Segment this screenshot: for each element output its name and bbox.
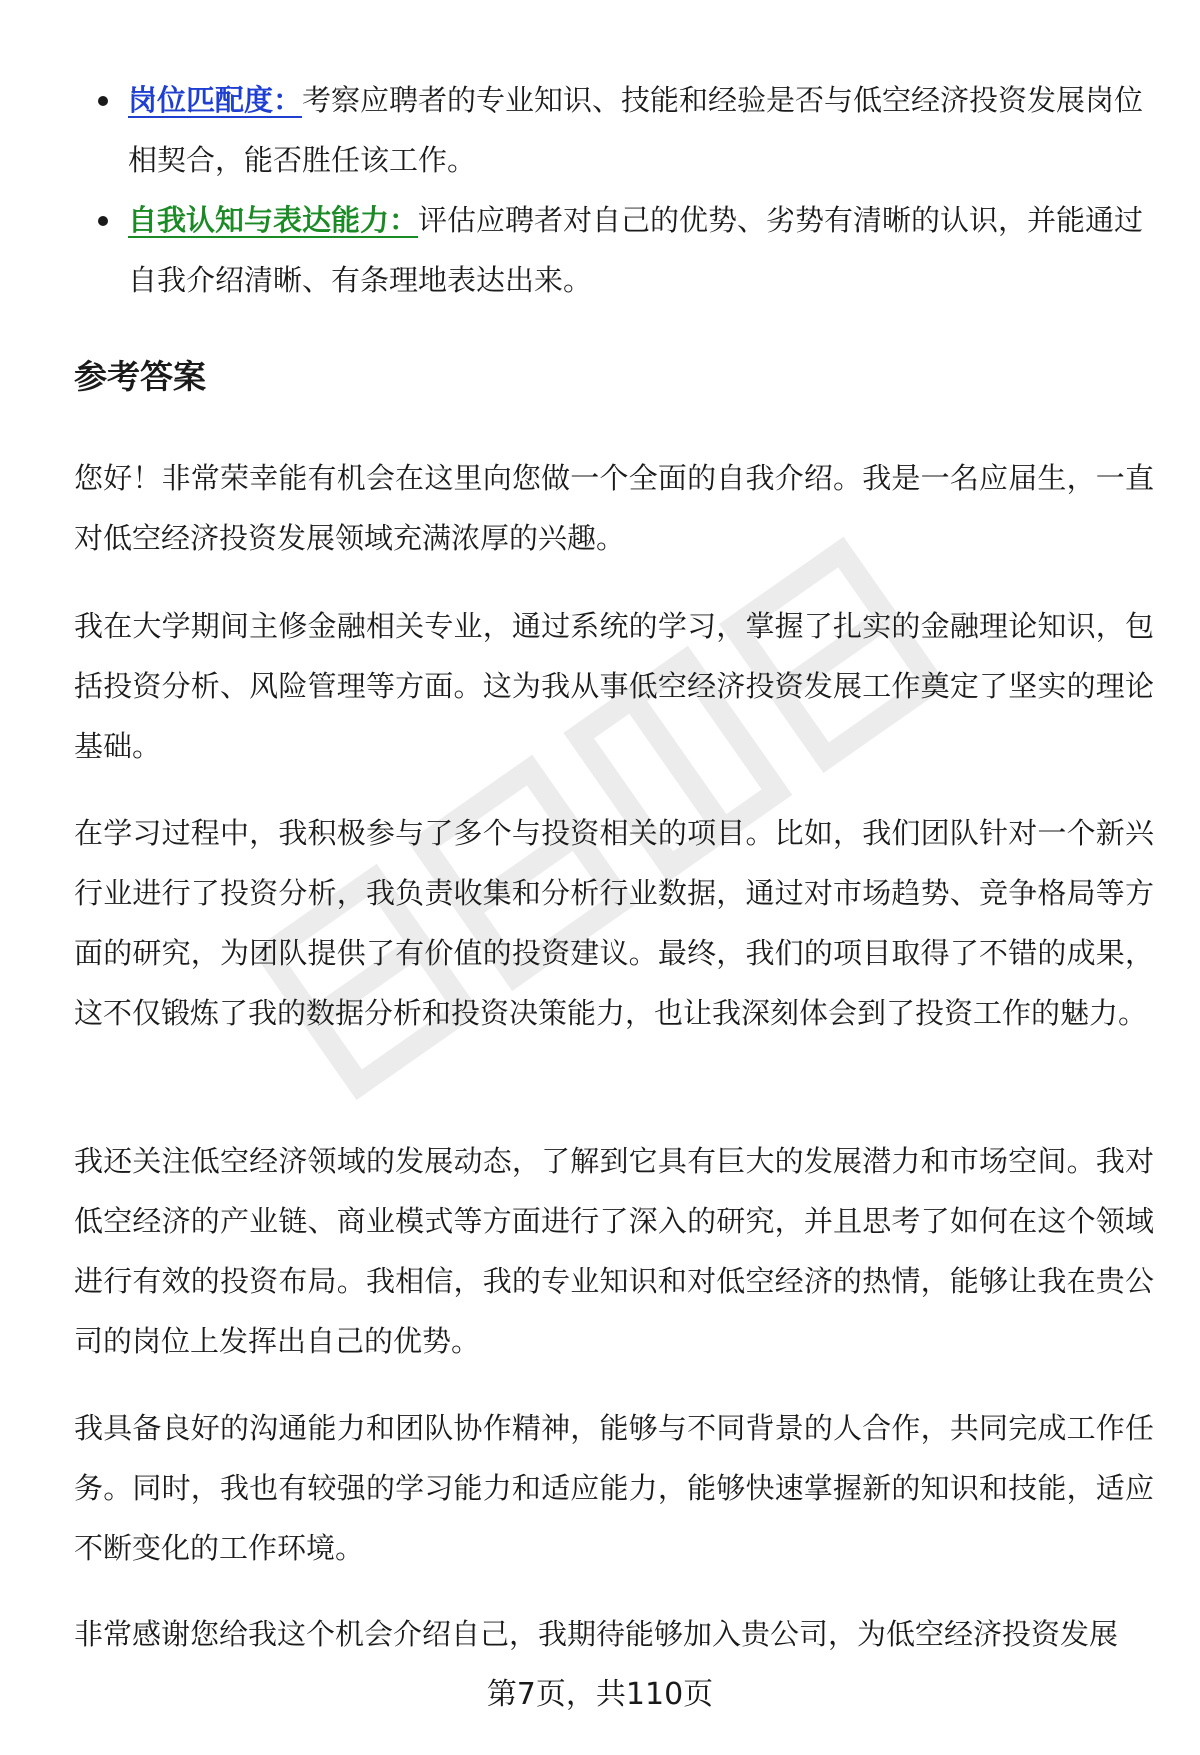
answer-paragraph: 我在大学期间主修金融相关专业，通过系统的学习，掌握了扎实的金融理论知识，包括投资分析、风险管理等方面。这为我从事低空经济投资发展工作奠定了坚实的理论基础。 bbox=[74, 609, 1154, 763]
criteria-term: 岗位匹配度： bbox=[128, 83, 303, 117]
bullet-dot-icon bbox=[98, 96, 108, 106]
section-heading: 参考答案 bbox=[74, 357, 206, 396]
answer-paragraph: 在学习过程中，我积极参与了多个与投资相关的项目。比如，我们团队针对一个新兴行业进行了投资分析，我负责收集和分析行业数据，通过对市场趋势、竞争格局等方面的研究，为团队提供了有价值的投资建议。最终，我们的项目取得了不错的成果，这不仅锻炼了我的数据分析和投资决策能力，也让我深刻体会到了投资工作的魅力。 bbox=[74, 816, 1154, 1030]
answer-paragraph: 您好！非常荣幸能有机会在这里向您做一个全面的自我介绍。我是一名应届生，一直对低空经济投资发展领域充满浓厚的兴趣。 bbox=[74, 461, 1154, 555]
answer-paragraph: 我还关注低空经济领域的发展动态，了解到它具有巨大的发展潜力和市场空间。我对低空经济的产业链、商业模式等方面进行了深入的研究，并且思考了如何在这个领域进行有效的投资布局。我相信，我的专业知识和对低空经济的热情，能够让我在贵公司的岗位上发挥出自己的优势。 bbox=[74, 1144, 1154, 1358]
criteria-list bbox=[74, 70, 1154, 310]
criteria-text: 评估应聘者对自己的优势、劣势有清晰的认识，并能通过自我介绍清晰、有条理地表达出来。 bbox=[128, 203, 1144, 297]
bullet-dot-icon bbox=[98, 216, 108, 226]
criteria-term: 自我认知与表达能力： bbox=[128, 203, 419, 237]
criteria-text: 考察应聘者的专业知识、技能和经验是否与低空经济投资发展岗位相契合，能否胜任该工作。 bbox=[128, 83, 1144, 177]
answer-paragraph: 非常感谢您给我这个机会介绍自己，我期待能够加入贵公司，为低空经济投资发展 bbox=[74, 1617, 1119, 1651]
criteria-item-job-fit bbox=[74, 70, 1154, 190]
criteria-item-self-awareness bbox=[74, 190, 1154, 310]
page-number: 第7页，共110页 bbox=[486, 1677, 714, 1712]
answer-paragraph: 我具备良好的沟通能力和团队协作精神，能够与不同背景的人合作，共同完成工作任务。同时，我也有较强的学习能力和适应能力，能够快速掌握新的知识和技能，适应不断变化的工作环境。 bbox=[74, 1411, 1154, 1565]
